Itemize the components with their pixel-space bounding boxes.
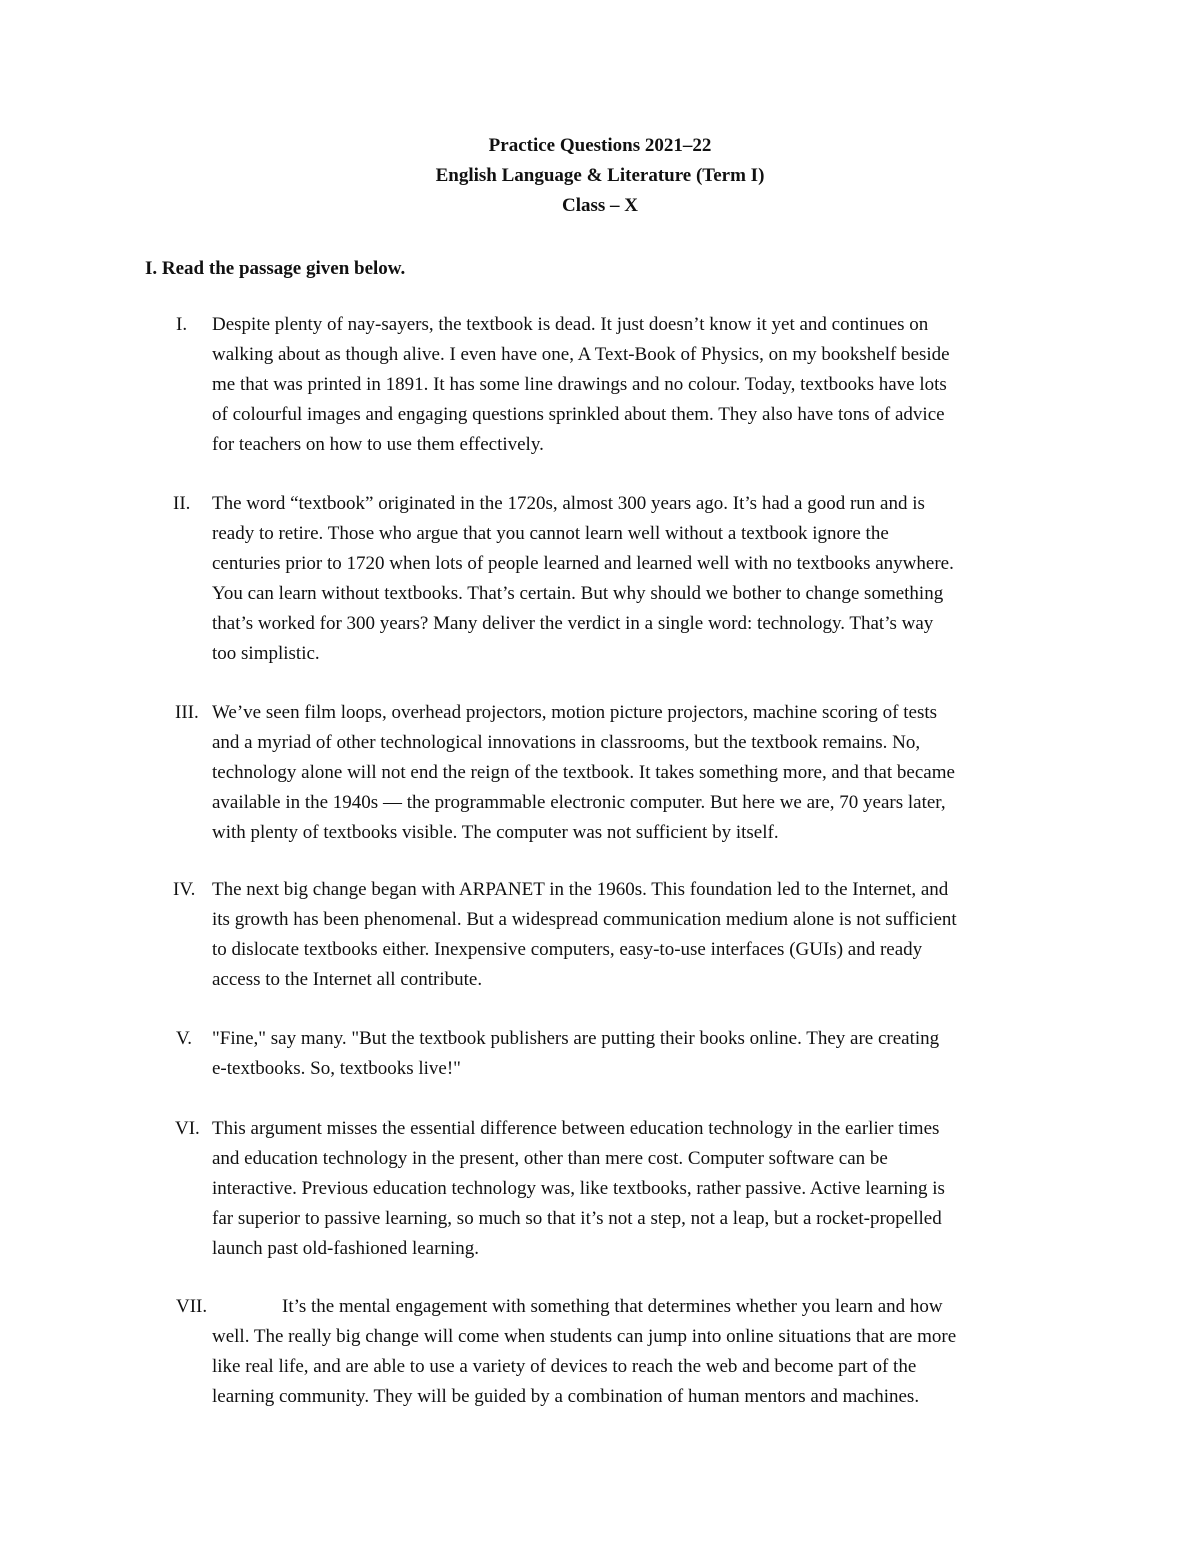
- paragraph-4: [173, 875, 1072, 995]
- document-header: [0, 131, 1200, 221]
- paragraph-line: We’ve seen film loops, overhead projectors, motion picture projectors, machine scoring of tests: [212, 702, 938, 723]
- paragraph-line: and a myriad of other technological innovations in classrooms, but the textbook remains. No,: [212, 732, 921, 753]
- paragraph-7: [176, 1292, 1072, 1412]
- document-title: Practice Questions 2021–22: [488, 135, 712, 156]
- paragraph-line: e-textbooks. So, textbooks live!": [212, 1058, 461, 1079]
- paragraph-line: access to the Internet all contribute.: [212, 969, 483, 990]
- paragraph-line: that’s worked for 300 years? Many deliver the verdict in a single word: technology. That’s way: [212, 613, 934, 634]
- paragraph-line: with plenty of textbooks visible. The computer was not sufficient by itself.: [212, 822, 779, 843]
- paragraph-line: "Fine," say many. "But the textbook publishers are putting their books online. They are creating: [212, 1028, 940, 1049]
- paragraph-line: Despite plenty of nay-sayers, the textbook is dead. It just doesn’t know it yet and continues on: [212, 314, 929, 335]
- paragraph-number: VII.: [176, 1296, 208, 1317]
- paragraph-line: too simplistic.: [212, 643, 320, 664]
- paragraph-line: launch past old-fashioned learning.: [212, 1238, 479, 1259]
- paragraph-6: [175, 1114, 1072, 1264]
- paragraph-line: me that was printed in 1891. It has some line drawings and no colour. Today, textbooks have lots: [212, 374, 947, 395]
- paragraph-3: [175, 698, 1072, 848]
- paragraph-line: for teachers on how to use them effectively.: [212, 434, 544, 455]
- paragraph-line: interactive. Previous education technology was, like textbooks, rather passive. Active learning is: [212, 1178, 945, 1199]
- paragraph-1: [176, 310, 1072, 460]
- document-class: Class – X: [561, 195, 638, 216]
- paragraph-line: walking about as though alive. I even have one, A Text-Book of Physics, on my bookshelf beside: [212, 344, 950, 365]
- paragraph-line: centuries prior to 1720 when lots of people learned and learned well with no textbooks anywhere.: [212, 553, 954, 574]
- paragraph-line: The next big change began with ARPANET in the 1960s. This foundation led to the Internet, and: [212, 879, 949, 900]
- paragraph-line: well. The really big change will come when students can jump into online situations that are more: [212, 1326, 957, 1347]
- paragraph-line: learning community. They will be guided by a combination of human mentors and machines.: [212, 1386, 920, 1407]
- paragraph-line: its growth has been phenomenal. But a widespread communication medium alone is not sufficient: [212, 909, 957, 930]
- paragraph-number: V.: [176, 1028, 193, 1049]
- document-subject: English Language & Literature (Term I): [435, 165, 765, 186]
- paragraph-number: II.: [173, 493, 191, 514]
- paragraph-line: You can learn without textbooks. That’s certain. But why should we bother to change something: [212, 583, 944, 604]
- paragraph-line: technology alone will not end the reign of the textbook. It takes something more, and that became: [212, 762, 955, 783]
- paragraph-5: [176, 1024, 1072, 1084]
- paragraph-line: and education technology in the present, other than mere cost. Computer software can be: [212, 1148, 888, 1169]
- paragraph-number: IV.: [173, 879, 196, 900]
- paragraph-number: VI.: [175, 1118, 200, 1139]
- paragraph-number: I.: [176, 314, 188, 335]
- paragraph-line: available in the 1940s — the programmable electronic computer. But here we are, 70 years later,: [212, 792, 946, 813]
- paragraph-line: This argument misses the essential difference between education technology in the earlier times: [212, 1118, 940, 1139]
- paragraph-line: It’s the mental engagement with something that determines whether you learn and how: [282, 1296, 943, 1317]
- paragraph-2: [173, 489, 1072, 669]
- section-instruction: I. Read the passage given below.: [145, 258, 406, 279]
- paragraph-line: like real life, and are able to use a variety of devices to reach the web and become part of the: [212, 1356, 917, 1377]
- paragraph-line: of colourful images and engaging questions sprinkled about them. They also have tons of advice: [212, 404, 945, 425]
- paragraph-number: III.: [175, 702, 199, 723]
- paragraph-line: to dislocate textbooks either. Inexpensive computers, easy-to-use interfaces (GUIs) and ready: [212, 939, 923, 960]
- paragraph-line: far superior to passive learning, so much so that it’s not a step, not a leap, but a rocket-propelled: [212, 1208, 942, 1229]
- paragraph-line: The word “textbook” originated in the 1720s, almost 300 years ago. It’s had a good run and is: [212, 493, 925, 514]
- paragraph-line: ready to retire. Those who argue that you cannot learn well without a textbook ignore the: [212, 523, 889, 544]
